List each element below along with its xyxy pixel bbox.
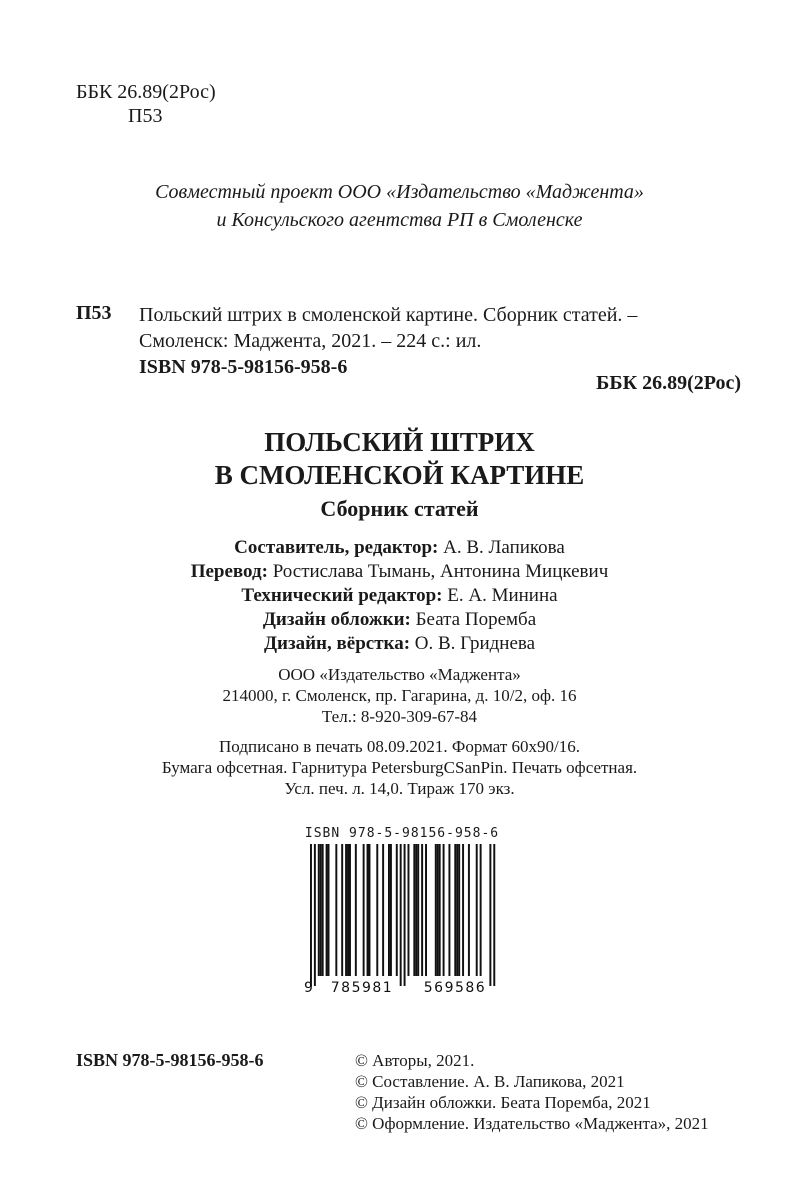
printing-line-3: Усл. печ. л. 14,0. Тираж 170 экз.: [284, 779, 515, 798]
barcode-bar: [408, 844, 410, 976]
barcode-bar: [314, 844, 316, 986]
barcode-bar: [480, 844, 482, 976]
barcode-bar: [454, 844, 456, 976]
book-title: [0, 426, 799, 492]
publisher-block: [0, 664, 799, 727]
printing-line-1: Подписано в печать 08.09.2021. Формат 60x90/16.: [219, 737, 580, 756]
barcode-bar: [435, 844, 437, 976]
joint-project-line-1: Совместный проект ООО «Издательство «Маджента»: [155, 181, 644, 203]
barcode-bar: [355, 844, 357, 976]
barcode-bar: [458, 844, 460, 976]
barcode-bar: [468, 844, 470, 976]
book-subtitle: Сборник статей: [320, 496, 479, 521]
barcode-bar: [413, 844, 415, 976]
credit-role: Дизайн обложки:: [262, 609, 411, 630]
barcode-bar: [439, 844, 441, 976]
barcode-bar: [367, 844, 369, 976]
barcode-bar: [376, 844, 378, 976]
barcode-bar: [417, 844, 419, 976]
book-title-line-1: ПОЛЬСКИЙ ШТРИХ: [264, 427, 535, 457]
barcode-bar: [415, 844, 417, 976]
isbn-bottom: ISBN 978-5-98156-958-6: [76, 1050, 264, 1070]
barcode-bar: [318, 844, 320, 976]
barcode-digit-lead: 9: [304, 980, 313, 996]
bibliographic-code: П53: [76, 302, 112, 324]
credit-name: Ростислава Тымань, Антонина Мицкевич: [272, 561, 609, 582]
barcode-bars: [310, 844, 495, 986]
barcode-bar: [443, 844, 445, 976]
copyright-line: © Авторы, 2021.: [355, 1051, 475, 1070]
credits-block: [0, 536, 799, 656]
bibliographic-bbk: ББК 26.89(2Рос): [596, 372, 741, 394]
bbk-classification-block: [76, 80, 216, 128]
barcode-bar: [363, 844, 365, 976]
credit-role: Дизайн, вёрстка:: [263, 633, 411, 654]
barcode-bar: [347, 844, 349, 976]
credit-line: [0, 632, 799, 656]
copyright-line: © Оформление. Издательство «Маджента», 2021: [355, 1114, 709, 1133]
barcode-bar: [388, 844, 390, 976]
publisher-name: ООО «Издательство «Маджента»: [278, 665, 521, 684]
barcode-bar: [322, 844, 324, 976]
barcode-bar: [404, 844, 406, 986]
barcode-bar: [448, 844, 450, 976]
bbk-code: ББК 26.89(2Рос): [76, 81, 216, 103]
isbn-barcode: [302, 824, 502, 1000]
credit-role: Технический редактор:: [241, 585, 443, 606]
barcode-bar: [425, 844, 427, 976]
copyright-line: © Составление. А. В. Лапикова, 2021: [355, 1072, 625, 1091]
bibliographic-isbn: ISBN 978-5-98156-958-6: [139, 356, 348, 378]
barcode-bar: [437, 844, 439, 976]
barcode-bar: [390, 844, 392, 976]
barcode-bar: [345, 844, 347, 976]
barcode-bar: [476, 844, 478, 976]
publisher-phone: Тел.: 8-920-309-67-84: [321, 707, 478, 726]
barcode-bar: [462, 844, 464, 976]
barcode-digits-right: 569586: [423, 980, 487, 996]
barcode-bar: [328, 844, 330, 976]
barcode-bar: [400, 844, 402, 986]
barcode-bar: [320, 844, 322, 976]
barcode-digits-left: 785981: [330, 980, 394, 996]
credit-role: Перевод:: [190, 561, 268, 582]
bibliographic-line-2: Смоленск: Маджента, 2021. – 224 с.: ил.: [139, 330, 482, 352]
barcode-bar: [396, 844, 398, 976]
credit-line: [0, 536, 799, 560]
barcode-isbn-text: ISBN 978-5-98156-958-6: [304, 826, 500, 841]
publisher-address: 214000, г. Смоленск, пр. Гагарина, д. 10/2, оф. 16: [222, 686, 577, 705]
author-mark: П53: [128, 105, 163, 127]
bibliographic-record: [139, 302, 637, 380]
barcode-bar: [326, 844, 328, 976]
barcode-bar: [456, 844, 458, 976]
joint-project-note: [0, 178, 799, 234]
barcode-bar: [493, 844, 495, 986]
printing-line-2: Бумага офсетная. Гарнитура PetersburgCSanPin. Печать офсетная.: [161, 758, 638, 777]
credit-name: Беата Поремба: [415, 609, 537, 630]
copyright-line: © Дизайн обложки. Беата Поремба, 2021: [355, 1093, 651, 1112]
bibliographic-line-1: Польский штрих в смоленской картине. Сборник статей. –: [139, 304, 638, 326]
credit-line: [0, 584, 799, 608]
barcode-bar: [421, 844, 423, 976]
barcode-bar: [369, 844, 371, 976]
barcode-bar: [382, 844, 384, 976]
book-title-line-2: В СМОЛЕНСКОЙ КАРТИНЕ: [214, 460, 585, 490]
joint-project-line-2: и Консульского агентства РП в Смоленске: [216, 209, 583, 231]
barcode-bar: [341, 844, 343, 976]
credit-line: [0, 608, 799, 632]
credit-name: А. В. Лапикова: [443, 537, 565, 558]
credit-line: [0, 560, 799, 584]
barcode-bar: [489, 844, 491, 986]
copyright-block: [355, 1050, 709, 1134]
credit-name: О. В. Гриднева: [414, 633, 536, 654]
barcode-bar: [335, 844, 337, 976]
barcode-bar: [310, 844, 312, 986]
barcode-bar: [349, 844, 351, 976]
credit-name: Е. А. Минина: [447, 585, 558, 606]
credit-role: Составитель, редактор:: [234, 537, 439, 558]
printing-info: [0, 736, 799, 799]
